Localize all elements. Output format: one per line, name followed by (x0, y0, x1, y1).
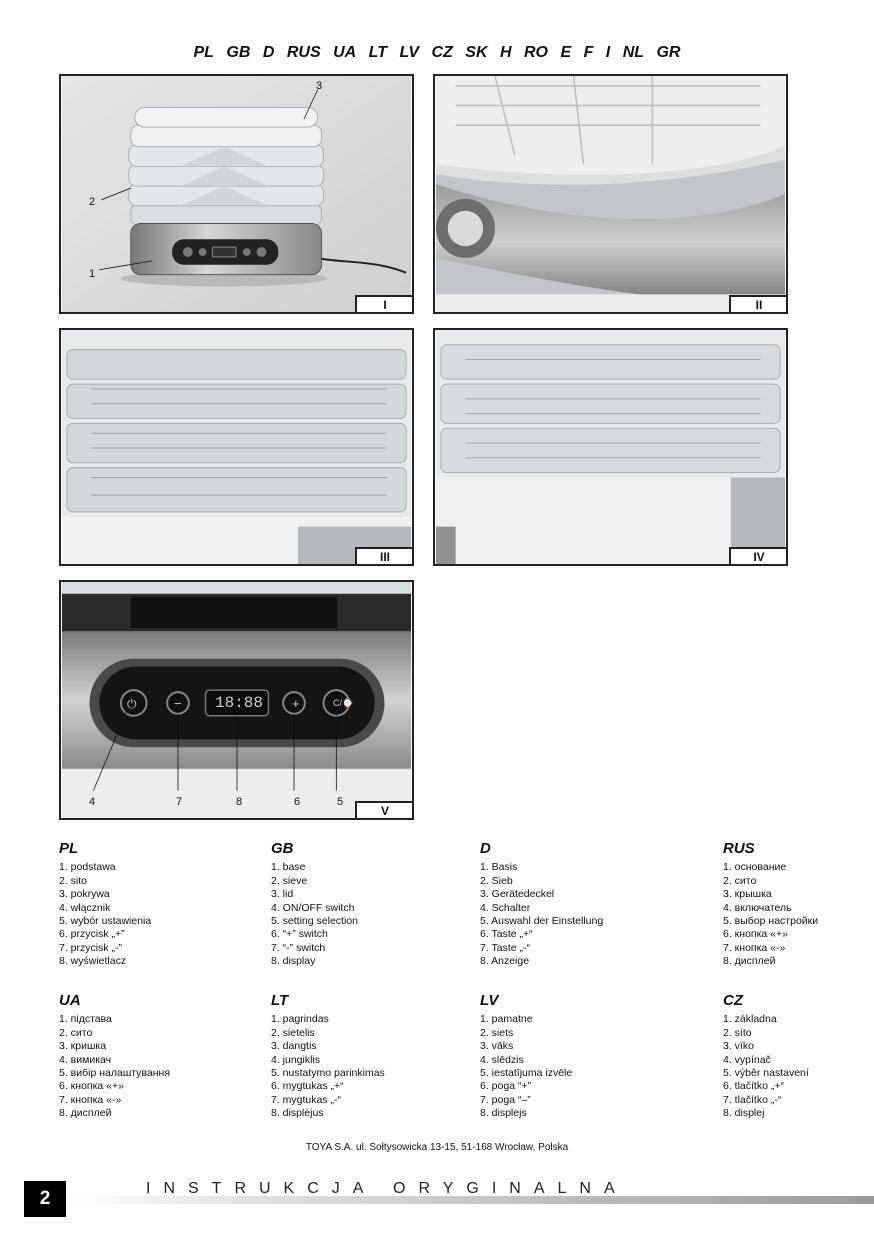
language-list (0, 44, 874, 62)
legend-item: 8. дисплей (59, 1107, 112, 1120)
company-address: TOYA S.A. ul. Sołtysowicka 13-15, 51-168 Wrocław, Polska (305, 1142, 569, 1153)
legend-gb (271, 842, 358, 969)
callout-1: 1 (89, 268, 96, 280)
legend-item: 6. przycisk „+” (59, 928, 125, 941)
legend-item: 2. sito (59, 874, 88, 887)
legend-item: 4. Schalter (480, 901, 531, 914)
lang-code: GR (656, 44, 681, 61)
legend-item: 1. основание (723, 861, 787, 874)
dehydrator-photo (61, 76, 412, 312)
figure-tag: III (355, 547, 413, 565)
legend-item: 4. вимикач (59, 1053, 112, 1066)
legend-item: 3. pokrywa (59, 888, 110, 901)
legend-item: 3. Gerätedeckel (480, 888, 555, 901)
callout-8: 8 (236, 796, 243, 808)
legend-lt (271, 994, 385, 1121)
legend-item: 6. Taste „+“ (480, 928, 533, 941)
legend-item: 5. nustatymo parinkimas (271, 1067, 385, 1080)
lang-code: I (605, 44, 611, 61)
running-title: INSTRUKCJA ORYGINALNA (146, 1180, 628, 1197)
power-icon: ⏻ (127, 697, 137, 711)
figure-tag: I (355, 295, 413, 313)
legend-item: 3. víko (723, 1040, 754, 1053)
display-readout: 18:88 (214, 694, 263, 712)
trays-photo (435, 330, 786, 564)
lang-code: F (583, 44, 594, 61)
legend-item: 4. vypínač (723, 1053, 771, 1066)
lang-code: LT (368, 44, 388, 61)
legend-item: 5. выбор настройки (723, 915, 819, 928)
legend-item: 8. display (271, 955, 316, 968)
legend-item: 1. Basis (480, 861, 518, 874)
plus-icon: + (292, 696, 300, 711)
figure-tag: V (355, 801, 413, 819)
lang-code: GB (226, 44, 251, 61)
figure-tag: IV (729, 547, 787, 565)
callout-3: 3 (316, 80, 323, 92)
trays-photo (61, 330, 412, 564)
legend-item: 5. wybór ustawienia (59, 915, 152, 928)
legend-item: 3. dangtis (271, 1040, 317, 1053)
legend-item: 2. sietelis (271, 1026, 315, 1039)
legend-item: 5. iestatījuma izvēle (480, 1067, 573, 1080)
legend-item: 6. кнопка «+» (59, 1080, 124, 1093)
legend-item: 6. кнопка «+» (723, 928, 788, 941)
legend-lv (480, 994, 572, 1121)
legend-rus (723, 842, 818, 969)
callout-5: 5 (337, 796, 344, 808)
legend-item: 5. вибір налаштування (59, 1067, 171, 1080)
legend-cz (723, 994, 809, 1121)
legend-pl (59, 842, 151, 969)
legend-item: 8. displėjus (271, 1107, 324, 1120)
figure-tag: II (729, 295, 787, 313)
legend-item: 6. poga “+” (480, 1080, 532, 1093)
legend-item: 2. Sieb (480, 874, 513, 887)
figure-1 (59, 74, 414, 314)
legend-item: 2. сито (723, 874, 757, 887)
legend-item: 7. “-” switch (271, 941, 326, 954)
legend-item: 7. кнопка «-» (723, 941, 786, 954)
lang-code: RO (523, 44, 548, 61)
lang-code: H (499, 44, 512, 61)
callout-6: 6 (294, 796, 301, 808)
figure-2 (433, 74, 788, 314)
page-number: 2 (24, 1181, 66, 1217)
legend-item: 5. Auswahl der Einstellung (480, 915, 604, 928)
lang-code: NL (622, 44, 645, 61)
callout-7: 7 (176, 796, 183, 808)
base-closeup-photo (435, 76, 786, 312)
legend-item: 1. підстава (59, 1013, 112, 1026)
legend-title: RUS (723, 840, 755, 857)
minus-icon: − (174, 696, 182, 711)
figure-3 (59, 328, 414, 566)
legend-item: 6. mygtukas „+“ (271, 1080, 344, 1093)
legend-item: 1. pamatne (480, 1013, 533, 1026)
legend-item: 2. siets (480, 1026, 514, 1039)
legend-item: 2. сито (59, 1026, 93, 1039)
legend-item: 2. sieve (271, 874, 308, 887)
legend-d (480, 842, 603, 969)
legend-item: 1. podstawa (59, 861, 116, 874)
legend-title: PL (59, 840, 79, 857)
legend-item: 3. крышка (723, 888, 772, 901)
legend-title: UA (59, 992, 81, 1009)
legend-item: 3. lid (271, 888, 294, 901)
legend-item: 7. tlačítko „-“ (723, 1093, 782, 1106)
legend-item: 8. displejs (480, 1107, 527, 1120)
lang-code: CZ (431, 44, 453, 61)
lang-code: PL (193, 44, 214, 61)
figure-5 (59, 580, 414, 820)
legend-ua (59, 994, 170, 1121)
legend-item: 4. ON/OFF switch (271, 901, 355, 914)
legend-title: GB (271, 840, 294, 857)
legend-item: 7. кнопка «-» (59, 1093, 122, 1106)
legend-item: 7. Taste „-“ (480, 941, 530, 954)
legend-item: 6. tlačítko „+“ (723, 1080, 784, 1093)
legend-item: 7. mygtukas „-“ (271, 1093, 342, 1106)
lang-code: UA (333, 44, 357, 61)
figure-4 (433, 328, 788, 566)
legend-item: 7. przycisk „-” (59, 941, 122, 954)
legend-item: 8. Anzeige (480, 955, 530, 968)
lang-code: SK (465, 44, 488, 61)
legend-item: 7. poga “–” (480, 1093, 531, 1106)
legend-item: 4. włącznik (59, 901, 111, 914)
legend-item: 4. включатель (723, 901, 792, 914)
callout-2: 2 (89, 196, 96, 208)
legend-item: 5. výběr nastavení (723, 1067, 809, 1080)
lang-code: LV (399, 44, 420, 61)
legend-title: LV (480, 992, 499, 1009)
lang-code: RUS (286, 44, 321, 61)
legend-item: 1. pagrindas (271, 1013, 329, 1026)
legend-item: 2. síto (723, 1026, 752, 1039)
legend-item: 1. base (271, 861, 306, 874)
legend-item: 8. дисплей (723, 955, 776, 968)
legend-item: 4. slēdzis (480, 1053, 524, 1066)
legend-title: D (480, 840, 491, 857)
callout-4: 4 (89, 796, 96, 808)
setting-icon: C/⌚ (333, 698, 354, 708)
legend-item: 5. setting selection (271, 915, 358, 928)
legend-title: LT (271, 992, 289, 1009)
legend-title: CZ (723, 992, 743, 1009)
legend-item: 3. vāks (480, 1040, 514, 1053)
legend-item: 3. кришка (59, 1040, 107, 1053)
legend-item: 8. wyświetlacz (59, 955, 127, 968)
lang-code: E (560, 44, 572, 61)
legend-item: 1. základna (723, 1013, 777, 1026)
legend-item: 8. displej (723, 1107, 765, 1120)
legend-item: 4. jungiklis (271, 1053, 321, 1066)
legend-item: 6. “+” switch (271, 928, 328, 941)
lang-code: D (262, 44, 275, 61)
